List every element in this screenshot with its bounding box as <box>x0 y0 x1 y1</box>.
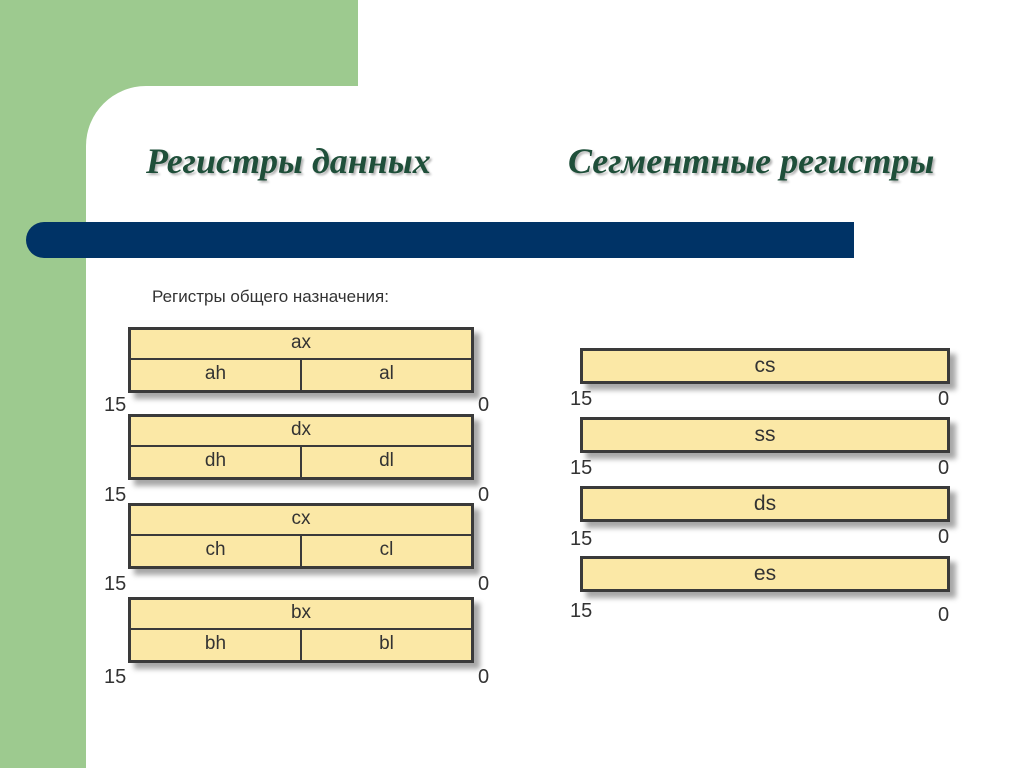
register-box: es <box>580 556 950 592</box>
bit-high-label: 15 <box>570 457 593 479</box>
register-name: dx <box>131 417 471 447</box>
register-box: cs <box>580 348 950 384</box>
register-high-byte: bh <box>131 628 302 661</box>
bit-high-label: 15 <box>570 600 593 622</box>
bit-low-label: 0 <box>938 526 950 548</box>
register-halves <box>131 445 471 478</box>
general-purpose-caption: Регистры общего назначения: <box>152 287 389 306</box>
register-low-byte: al <box>379 363 394 384</box>
accent-bar <box>26 222 854 258</box>
register-halves <box>131 628 471 661</box>
bit-low-label: 0 <box>478 666 490 688</box>
bit-low-label: 0 <box>478 394 490 416</box>
register-box <box>128 414 474 480</box>
data-registers-heading: Регистры данных <box>146 141 431 181</box>
register-halves <box>131 534 471 567</box>
bit-low-label: 0 <box>478 573 490 595</box>
register-halves <box>131 358 471 391</box>
register-name: cx <box>131 506 471 536</box>
register-box: ss <box>580 417 950 453</box>
segment-registers-heading: Сегментные регистры <box>568 141 935 181</box>
register-low-byte: dl <box>379 450 394 471</box>
register-name: ax <box>131 330 471 360</box>
bit-high-label: 15 <box>570 388 593 410</box>
bit-low-label: 0 <box>938 457 950 479</box>
bit-low-label: 0 <box>478 484 490 506</box>
bit-high-label: 15 <box>104 394 127 416</box>
register-high-byte: ch <box>131 534 302 567</box>
bit-high-label: 15 <box>570 528 593 550</box>
bit-high-label: 15 <box>104 573 127 595</box>
register-name: bx <box>131 600 471 630</box>
register-low-byte: bl <box>379 633 394 654</box>
top-white-area <box>358 0 1024 90</box>
register-box <box>128 503 474 569</box>
bit-high-label: 15 <box>104 484 127 506</box>
bit-low-label: 0 <box>938 604 950 626</box>
register-high-byte: ah <box>131 358 302 391</box>
register-box <box>128 327 474 393</box>
register-box: ds <box>580 486 950 522</box>
register-high-byte: dh <box>131 445 302 478</box>
bit-high-label: 15 <box>104 666 127 688</box>
register-box <box>128 597 474 663</box>
bit-low-label: 0 <box>938 388 950 410</box>
register-low-byte: cl <box>379 539 394 560</box>
